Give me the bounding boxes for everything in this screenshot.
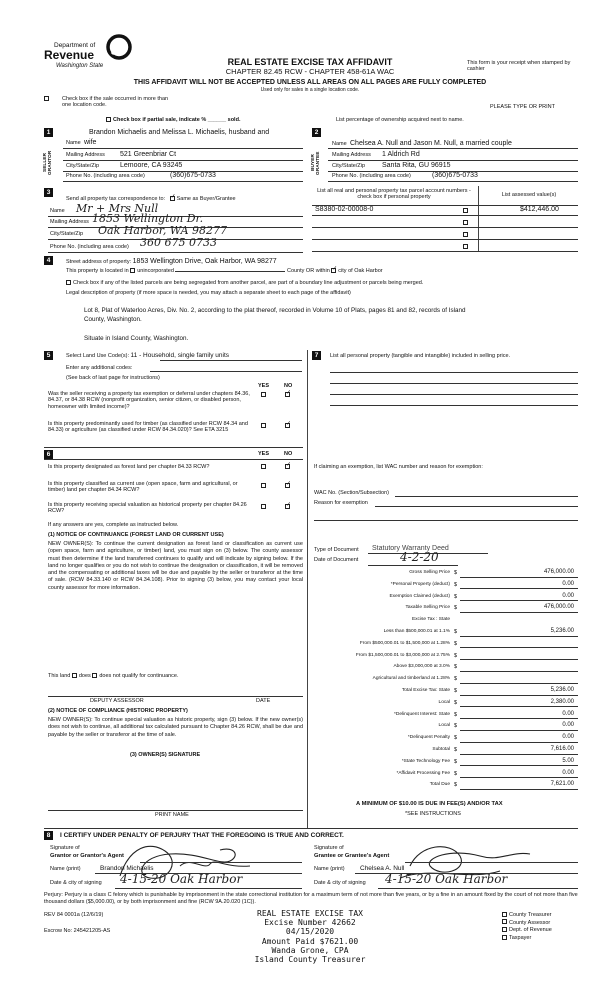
form-warning: THIS AFFIDAVIT WILL NOT BE ACCEPTED UNLESS ALL AREAS ON ALL PAGES ARE FULLY COMPLETED <box>133 79 487 86</box>
calc-label: *State Technology Fee <box>401 758 450 764</box>
single-location-note: Used only for sales in a single location code. <box>260 87 360 93</box>
grantor-sig-bold: Grantor or Grantor's Agent <box>50 853 124 859</box>
calc-currency: $ <box>454 688 458 694</box>
s5-q1-no-checkbox[interactable] <box>285 392 292 399</box>
calc-currency: $ <box>454 664 458 671</box>
corr-city-label: City/State/Zip <box>50 231 84 237</box>
see-instructions: *SEE INSTRUCTIONS <box>405 811 461 817</box>
land-use-value: 11 - Household, single family units <box>130 352 230 359</box>
escrow-label: Escrow No: <box>44 928 73 934</box>
calc-currency: $ <box>454 747 458 753</box>
seller-address-label: Mailing Address <box>66 152 105 158</box>
corr-name-label: Name <box>50 208 65 214</box>
s6-q2-no-checkbox[interactable] <box>285 483 292 490</box>
notice2-title: (2) NOTICE OF COMPLIANCE (HISTORIC PROPERTY) <box>48 708 188 714</box>
county-or-within-label: County OR within <box>286 268 330 274</box>
s6-yes-header: YES <box>258 451 270 457</box>
s6-q1-no-checkbox[interactable] <box>285 464 292 471</box>
s5-q2-no-checkbox[interactable] <box>285 423 292 430</box>
calc-value: 5,236.00 <box>550 628 574 634</box>
dist-revenue[interactable]: Dept. of Revenue <box>502 927 552 935</box>
section-3-badge: 3 <box>44 188 53 197</box>
section-5-badge: 5 <box>44 351 53 360</box>
calc-currency: $ <box>454 652 458 659</box>
calc-value: 476,000.00 <box>543 569 574 575</box>
stamp-line-2: Excise Number 42662 <box>264 918 356 928</box>
buyer-phone: (360)675-0733 <box>432 172 478 179</box>
city-of-checkbox[interactable] <box>331 268 336 273</box>
calc-value: 0.00 <box>562 722 574 729</box>
print-name-label: PRINT NAME <box>155 812 189 818</box>
logo-swirl-icon <box>106 34 132 60</box>
calc-value: 2,380.00 <box>550 698 574 705</box>
calc-label: Total Due <box>429 782 450 788</box>
segregated-row[interactable] <box>66 280 423 286</box>
calc-label: Agricultural and timberland at 1.28% <box>372 676 450 682</box>
calc-value: 0.00 <box>562 769 574 776</box>
calc-currency: $ <box>454 593 458 600</box>
calc-currency: $ <box>454 581 458 588</box>
seller-vertical-label: SELLER GRANTOR <box>43 150 53 176</box>
calc-value: 476,000.00 <box>543 604 574 611</box>
calc-label: Less than $500,000.01 at 1.1% <box>383 629 450 634</box>
seller-name-line2: wife <box>84 139 97 146</box>
treasurer-stamp <box>225 909 395 964</box>
section-2-badge: 2 <box>312 128 321 137</box>
assessor-date-label: DATE <box>256 698 271 704</box>
calc-value: 5.00 <box>562 757 574 764</box>
situate-line: Situate in Island County, Washington. <box>84 335 189 342</box>
calc-label: Local <box>438 723 450 729</box>
calc-currency: $ <box>454 711 458 718</box>
corr-name: Mr + Mrs Null <box>76 202 159 215</box>
calc-currency: $ <box>454 629 458 635</box>
dist-assessor[interactable]: County Assessor <box>502 920 552 928</box>
s6-q1-yes-checkbox[interactable] <box>261 464 268 471</box>
street-address: 1853 Wellington Drive, Oak Harbor, WA 98277 <box>132 258 277 265</box>
calc-value: 7,621.00 <box>550 781 574 788</box>
s6-q3-no-checkbox[interactable] <box>285 504 292 511</box>
calc-value: 7,616.00 <box>550 746 574 752</box>
multi-location-checkbox[interactable] <box>44 96 51 103</box>
seller-phone-label: Phone No. (including area code) <box>66 173 145 179</box>
calc-currency: $ <box>454 758 458 765</box>
parcel-header-left: List all real and personal property tax parcel account numbers - check box if personal property <box>317 188 471 201</box>
unincorporated-label: unincorporated <box>137 268 174 274</box>
grantor-name: Brandon Michaelis <box>100 865 154 872</box>
unincorporated-checkbox[interactable] <box>130 268 135 273</box>
calc-currency: $ <box>454 735 458 742</box>
calc-label: Taxable Selling Price <box>405 605 450 611</box>
section-7-badge: 7 <box>312 351 321 360</box>
perjury-statement: Perjury: Perjury is a class C felony which is punishable by imprisonment in the state correctional institution for a maximum term of not more than five years, or by a fine in an amount fixed by the court of not more than five thousand dollars ($5,000.00), or by both imprisonment and fine (RCW 9A.20.020 (1C)). <box>44 892 578 906</box>
s5-question-2: Is this property predominantly used for timber (as classified under RCW 84.34 and 84.33) or agriculture (as classified under RCW 84.34.020)? See ETA 3215 <box>48 421 248 434</box>
owner-signature-label: (3) OWNER(S) SIGNATURE <box>130 752 201 758</box>
buyer-city-label: City/State/Zip <box>332 163 366 169</box>
grantee-sig-bold: Grantee or Grantee's Agent <box>314 853 390 859</box>
notice2-body: NEW OWNER(S): To continue special valuation as historic property, sign (3) below. If the new owner(s) does not wish to continue, all additional tax calculated pursuant to Chapter 84.26 RCW, shall be due and payable by the seller or transferor at the time of sale. <box>48 717 303 738</box>
does-not-checkbox[interactable] <box>92 673 97 678</box>
form-subtitle: CHAPTER 82.45 RCW - CHAPTER 458-61A WAC <box>225 67 395 76</box>
street-row <box>66 258 277 266</box>
agency-line1: Department of <box>54 42 96 49</box>
calc-currency: $ <box>454 676 458 683</box>
parcel-personal-checkbox-4[interactable] <box>463 244 470 251</box>
grantor-sig-label: Signature of <box>50 845 80 851</box>
calc-label: *Personal Property (deduct) <box>390 581 450 587</box>
ownership-note: List percentage of ownership acquired next to name. <box>336 117 464 123</box>
stamp-line-1: REAL ESTATE EXCISE TAX <box>257 909 363 918</box>
calc-value: 0.00 <box>562 580 574 587</box>
calc-currency: $ <box>454 723 458 730</box>
section-8-badge: 8 <box>44 831 53 840</box>
buyer-name: Chelsea A. Null and Jason M. Null, a married couple <box>350 140 512 147</box>
does-checkbox[interactable] <box>72 673 77 678</box>
calc-currency: $ <box>454 570 458 576</box>
calc-label: *Affidavit Processing Fee <box>396 770 450 776</box>
doc-type: Statutory Warranty Deed <box>372 545 449 552</box>
see-back-label: (See back of last page for instructions) <box>66 375 160 381</box>
legal-label: Legal description of property (if more space is needed, you may attach a separate sheet to each page of the affidavit) <box>66 290 351 296</box>
s5-yes-header: YES <box>258 383 270 389</box>
calc-label: *Delinquent Penalty <box>407 735 450 741</box>
grantee-date-label: Date & city of signing <box>314 880 366 886</box>
personal-property-label: List all personal property (tangible and intangible) included in selling price. <box>330 353 511 359</box>
calc-value: 0.00 <box>562 710 574 717</box>
partial-sale-row[interactable] <box>106 117 240 123</box>
seller-address: 521 Greenbriar Ct <box>120 151 177 158</box>
calc-label: From $500,000.01 to $1,500,000 at 1.28% <box>359 640 450 646</box>
agency-line3: Washington State <box>56 63 104 69</box>
calc-currency: $ <box>454 699 458 706</box>
does-label: does <box>78 673 91 679</box>
print-note: PLEASE TYPE OR PRINT <box>490 104 556 110</box>
s5-q2-yes-checkbox[interactable] <box>261 423 268 430</box>
stamp-line-6: Island County Treasurer <box>254 954 366 964</box>
land-use-row <box>66 352 229 359</box>
distribution-list <box>502 912 552 943</box>
corr-phone: 360 675 0733 <box>140 236 217 249</box>
corr-address: 1853 Wellington Dr. <box>92 212 204 225</box>
grantee-name-label: Name (print) <box>314 866 345 872</box>
calc-label: Subtotal <box>432 747 450 752</box>
calc-label: *Delinquent Interest: State <box>394 711 450 717</box>
calc-label: Above $3,000,000 at 3.0% <box>393 664 450 670</box>
buyer-name-label: Name <box>332 141 347 147</box>
calc-value: 0.00 <box>562 592 574 599</box>
land-use-label: Select Land Use Code(s): <box>66 353 129 359</box>
certify-statement: I CERTIFY UNDER PENALTY OF PERJURY THAT THE FOREGOING IS TRUE AND CORRECT. <box>60 832 344 839</box>
additional-codes-label: Enter any additional codes: <box>66 365 133 371</box>
seller-city-label: City/State/Zip <box>66 163 100 169</box>
parcel-personal-checkbox-2[interactable] <box>463 220 470 227</box>
calc-label: Gross Selling Price <box>409 570 450 575</box>
calc-currency: $ <box>454 770 458 777</box>
deputy-assessor-label: DEPUTY ASSESSOR <box>90 698 144 704</box>
buyer-vertical-label: BUYER GRANTEE <box>311 151 321 175</box>
s6-question-3: Is this property receiving special valuation as historical property per chapter 84.26 RCW? <box>48 502 247 515</box>
corr-city: Oak Harbor, WA 98277 <box>98 224 228 237</box>
seller-phone: (360)675-0733 <box>170 172 216 179</box>
section-4-badge: 4 <box>44 256 53 265</box>
buyer-address-label: Mailing Address <box>332 152 371 158</box>
parcel-personal-checkbox-1[interactable] <box>463 208 470 215</box>
grantee-name: Chelsea A. Null <box>360 865 405 872</box>
grantor-date: 4-15-20 Oak Harbor <box>120 872 243 886</box>
parcel-value: $412,446.00 <box>520 206 559 213</box>
calc-currency: $ <box>454 605 458 612</box>
doc-type-label: Type of Document <box>314 547 359 553</box>
calc-value: 0.00 <box>562 734 574 741</box>
calc-label: From $1,500,000.01 to $3,000,000 at 2.75% <box>355 652 450 658</box>
doc-date-label: Date of Document <box>314 557 359 563</box>
partial-sale-label: Check box if partial sale, indicate % ______ sold. <box>113 117 241 123</box>
grantor-date-label: Date & city of signing <box>50 880 102 886</box>
s5-question-1: Was the seller receiving a property tax exemption or deferral under chapters 84.36, 84.37, or 84.38 RCW (nonprofit organization, senior citizen, or disabled person, homeowner with limited income)? <box>48 391 250 410</box>
grantee-sig-label: Signature of <box>314 845 344 851</box>
parcel-personal-checkbox-3[interactable] <box>463 232 470 239</box>
segregated-label: Check box if any of the listed parcels are being segregated from another parcel, are part of a boundary line adjustment or parcels being merged. <box>73 280 424 286</box>
legal-line1: Lot 8, Plat of Waterloo Acres, Div. No. 2, according to the plat thereof, recorded in Volume 10 of Plats, pages 81 and 82, records of Island <box>84 307 466 314</box>
dor-logo <box>44 34 134 70</box>
calc-currency: $ <box>454 640 458 647</box>
calc-label: Local <box>438 699 450 705</box>
s6-question-2: Is this property classified as current use (open space, farm and agricultural, or timber) land per chapter 84.34 RCW? <box>48 481 238 494</box>
seller-name-label: Name <box>66 140 81 146</box>
stamp-line-3: 04/15/2020 <box>285 927 335 937</box>
legal-line2: County, Washington. <box>84 316 142 323</box>
doc-date: 4-2-20 <box>400 550 439 564</box>
s5-no-header: NO <box>284 383 293 389</box>
buyer-phone-label: Phone No. (including area code) <box>332 173 411 179</box>
section-6-badge: 6 <box>44 450 53 459</box>
s6-q3-yes-checkbox[interactable] <box>261 504 268 511</box>
section-1-badge: 1 <box>44 128 53 137</box>
calc-value: 5,236.00 <box>550 687 574 693</box>
buyer-city: Santa Rita, GU 96915 <box>382 162 451 169</box>
grantor-name-label: Name (print) <box>50 866 81 872</box>
continuance-row <box>48 673 179 679</box>
calc-currency: $ <box>454 782 458 789</box>
s6-no-header: NO <box>284 451 293 457</box>
receipt-note: This form is your receipt when stamped by cashier <box>467 60 571 73</box>
exemption-claim-label: If claiming an exemption, list WAC number and reason for exemption: <box>314 464 483 470</box>
s6-q2-yes-checkbox[interactable] <box>261 483 268 490</box>
rev-number: REV 84 0001a (12/6/19) <box>44 912 104 918</box>
reason-label: Reason for exemption <box>314 500 368 506</box>
agency-line2: Revenue <box>44 48 95 62</box>
wac-label: WAC No. (Section/Subsection) <box>314 490 389 496</box>
buyer-address: 1 Aldrich Rd <box>382 151 420 158</box>
corr-address-label: Mailing Address <box>50 219 89 225</box>
notice1-body: NEW OWNER(S): To continue the current designation as forest land or classification as current use (open space, farm and agriculture, or timber) land, you must sign on (3) below. The county assessor must then determine if the land transferred continues to qualify and will indicate by signing below. If the land no longer qualifies or you do not wish to continue the designation or classification, it will be removed and the compensating or additional taxes will be due and payable by the seller or transferor at the time of sale. (RCW 84.33.140 or RCW 84.34.108). Prior to signing (3) below, you may contact your local county assessor for more information. <box>48 541 303 591</box>
this-land-label: This land <box>48 673 71 679</box>
stamp-line-4: Amount Paid $7621.00 <box>261 936 359 946</box>
seller-name-line1: Brandon Michaelis and Melissa L. Michaelis, husband and <box>89 129 270 136</box>
escrow-number: 245421205-AS <box>73 928 111 934</box>
notice1-title: (1) NOTICE OF CONTINUANCE (FOREST LAND OR CURRENT USE) <box>48 532 224 538</box>
parcel-header-right: List assessed value(s) <box>501 192 557 198</box>
s6-question-1: Is this property designated as forest land per chapter 84.33 RCW? <box>48 464 210 470</box>
stamp-line-5: Wanda Grone, CPA <box>271 945 349 955</box>
escrow-row <box>44 928 110 934</box>
corr-phone-label: Phone No. (including area code) <box>50 244 129 250</box>
form-title: REAL ESTATE EXCISE TAX AFFIDAVIT <box>227 57 393 67</box>
seller-city: Lemoore, CA 93245 <box>120 162 183 169</box>
dist-treasurer[interactable]: County Treasurer <box>502 912 552 920</box>
calc-label: Exemption Claimed (deduct) <box>389 593 450 599</box>
same-as-buyer-checkbox[interactable] <box>170 196 175 201</box>
does-not-label: does not qualify for continuance. <box>99 673 179 679</box>
dist-taxpayer[interactable]: Taxpayer <box>502 935 552 943</box>
city-of-label: city of Oak Harbor <box>338 268 383 274</box>
multi-location-note: Check box if the sale occurred in more than one location code. <box>62 96 169 109</box>
s5-q1-yes-checkbox[interactable] <box>261 392 268 399</box>
minimum-note: A MINIMUM OF $10.00 IS DUE IN FEE(S) AND/OR TAX <box>356 801 503 807</box>
parcel-number: S8380-02-00008-0 <box>315 206 374 213</box>
correspondence-intro-label: Send all property tax correspondence to: <box>66 196 166 202</box>
grantee-date: 4-15-20 Oak Harbor <box>385 872 508 886</box>
street-label: Street address of property: <box>66 259 132 265</box>
same-as-buyer-label: Same as Buyer/Grantee <box>176 196 236 202</box>
s6-if-yes: If any answers are yes, complete as instructed below. <box>48 522 179 528</box>
calc-label: Total Excise Tax: State <box>401 688 450 693</box>
location-row <box>66 268 383 274</box>
located-in-label: This property is located in <box>66 268 129 274</box>
calc-label: Excise Tax : State <box>411 617 450 623</box>
